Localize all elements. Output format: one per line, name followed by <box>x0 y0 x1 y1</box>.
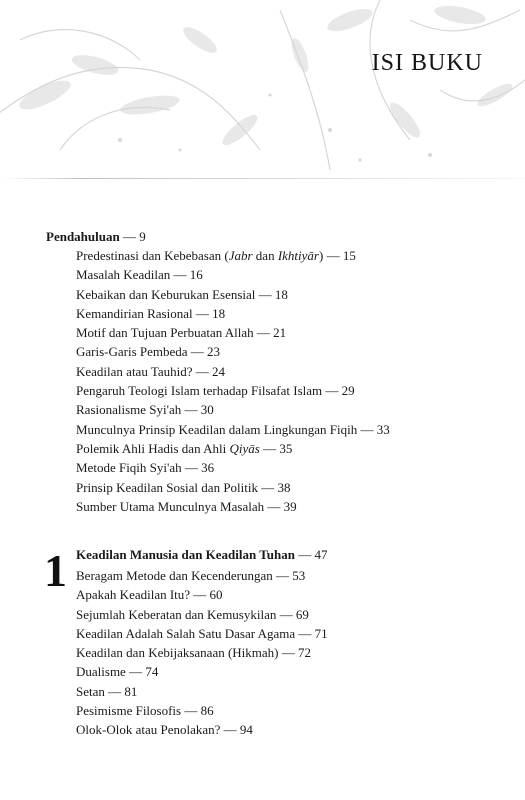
toc-entry: Polemik Ahli Hadis dan Ahli Qiyās — 35 <box>76 440 293 456</box>
chapter-number: 1 <box>44 545 67 596</box>
toc-entry: Motif dan Tujuan Perbuatan Allah — 21 <box>76 325 287 341</box>
chapter-title: Keadilan Manusia dan Keadilan Tuhan <box>76 547 295 562</box>
toc-entry: Masalah Keadilan — 16 <box>76 267 203 283</box>
toc-entry: Sejumlah Keberatan dan Kemusykilan — 69 <box>76 606 309 622</box>
header-divider <box>0 178 525 179</box>
toc-entry: Kebaikan dan Keburukan Esensial — 18 <box>76 286 288 302</box>
intro-heading <box>46 228 146 246</box>
toc-entry: Predestinasi dan Kebebasan (Jabr dan Ikhtiyār) — 15 <box>76 248 356 263</box>
toc-entry: Apakah Keadilan Itu? — 60 <box>76 587 223 603</box>
toc-entry: Pengaruh Teologi Islam terhadap Filsafat Islam — 29 <box>76 383 355 399</box>
toc-entry: Sumber Utama Munculnya Masalah — 39 <box>76 498 297 514</box>
page-title: ISI BUKU <box>371 50 483 76</box>
toc-entry: Rasionalisme Syi'ah — 30 <box>76 402 214 418</box>
toc-entry: Pesimisme Filosofis — 86 <box>76 703 214 719</box>
toc-entry: Kemandirian Rasional — 18 <box>76 305 226 321</box>
toc-entry: Garis-Garis Pembeda — 23 <box>76 344 221 360</box>
chapter-heading <box>76 546 327 564</box>
toc-entry: Beragam Metode dan Kecenderungan — 53 <box>76 568 306 583</box>
intro-toc-list <box>76 246 390 516</box>
toc-entry: Munculnya Prinsip Keadilan dalam Lingkungan Fiqih — 33 <box>76 421 390 437</box>
toc-entry: Keadilan dan Kebijaksanaan (Hikmah) — 72 <box>76 645 312 661</box>
chapter-toc-list <box>76 566 328 740</box>
chapter-page: — 47 <box>298 547 328 562</box>
toc-entry: Keadilan atau Tauhid? — 24 <box>76 363 226 379</box>
toc-entry: Prinsip Keadilan Sosial dan Politik — 38 <box>76 479 291 495</box>
toc-entry: Olok-Olok atau Penolakan? — 94 <box>76 722 253 738</box>
toc-entry: Dualisme — 74 <box>76 664 159 680</box>
intro-page: — 9 <box>122 229 146 244</box>
toc-entry: Keadilan Adalah Salah Satu Dasar Agama — 71 <box>76 625 328 641</box>
header-ornament-illustration <box>0 0 525 185</box>
intro-title: Pendahuluan <box>46 229 120 244</box>
toc-entry: Metode Fiqih Syi'ah — 36 <box>76 460 215 476</box>
toc-entry: Setan — 81 <box>76 683 138 699</box>
